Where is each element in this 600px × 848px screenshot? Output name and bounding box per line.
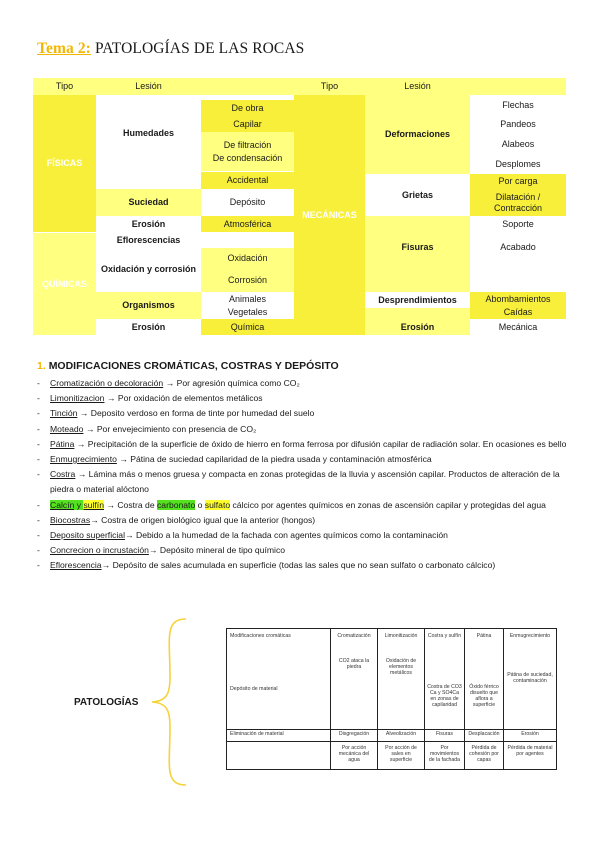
cell-vegetales: Vegetales (227, 306, 268, 317)
mini-cell: Disgregación (338, 731, 370, 737)
term: Concrecion o incrustación (50, 545, 149, 556)
pathology-table (33, 78, 566, 335)
lesion-erosion-quimica: Erosión (131, 321, 166, 332)
term-calcin: Calcín (50, 499, 75, 510)
list-dash: - (37, 393, 40, 404)
mini-cell: Por acción mecánica del agua (338, 745, 370, 763)
definition: → Debido a la humedad de la fachada con agentes químicos como la contaminación (125, 530, 448, 541)
term: Enmugrecimiento (50, 454, 117, 465)
cell-soporte: Soporte (502, 219, 534, 230)
header-tipo: Tipo (33, 78, 96, 95)
lesion-organismos: Organismos (96, 292, 201, 319)
mini-cell: Modificaciones cromáticas (230, 633, 291, 639)
definition: → Pátina de suciedad capilaridad de la piedra usada y contaminación atmosférica (116, 454, 432, 465)
term: Cromatización o decoloración (50, 378, 164, 388)
cell-por-carga: Por carga (470, 174, 566, 189)
lesion-erosion-mecanica: Erosión (365, 319, 470, 335)
type-mecanicas: MECÁNICAS (294, 95, 365, 335)
definition: → Deposito verdoso en forma de tinte por humedad del suelo (77, 408, 315, 419)
lesion-eflorescencias: Eflorescencias (116, 234, 181, 245)
mini-hline (227, 729, 556, 730)
mini-cell: Costra y sulfín (427, 633, 462, 639)
term: Eflorescencia (50, 560, 102, 571)
term: Pátina (50, 438, 75, 449)
type-fisicas: FÍSICAS (33, 95, 96, 232)
list-item (37, 513, 569, 528)
title-number: Tema 2: (37, 40, 91, 57)
grietas-blank (365, 216, 470, 233)
mini-cell: Erosión (521, 731, 539, 737)
definition: → Depósito de sales acumulada en superficie (todas las sales que no sean sulfato o carbonato cálcico) (101, 560, 496, 571)
definition: → Costra de origen biológico igual que la anterior (hongos) (90, 514, 316, 525)
list-dash: - (37, 423, 40, 434)
cell-corrosion: Corrosión (201, 268, 294, 292)
definition-rest: cálcico por agentes químicos en zonas de ascensión capilar y protegidas del agua (230, 499, 546, 510)
mini-cell: Fisuras (435, 731, 453, 737)
cell-oxidacion: Oxidación (201, 248, 294, 268)
summary-mini-table (226, 628, 557, 770)
term: Moteado (50, 423, 84, 434)
list-dash: - (37, 438, 40, 449)
mini-vline (464, 629, 465, 769)
list-item (37, 406, 569, 421)
list-dash: - (37, 545, 40, 556)
term: Limonitizacion (50, 393, 105, 404)
mini-cell: Cromatización (337, 633, 371, 639)
list-item (37, 528, 569, 543)
list-item (37, 376, 569, 391)
mini-cell: Costra de CO3 Ca y SO4Ca en zonas de capilaridad (427, 684, 462, 708)
definitions-list (37, 376, 569, 574)
list-dash: - (37, 454, 40, 465)
mini-cell: Pátina de suciedad, contaminación (507, 672, 553, 684)
cell-quimica: Química (201, 319, 294, 335)
list-item (37, 498, 569, 513)
cell-abombamientos: Abombamientos (470, 292, 566, 306)
definition: → Por agresión química como CO₂ (163, 378, 300, 388)
lesion-oxidacion-corrosion: Oxidación y corrosión (100, 264, 197, 275)
mini-cell: Enmugrecimiento (509, 633, 551, 639)
lesion-erosion-fisica: Erosión (131, 218, 166, 229)
lesion-fisuras: Fisuras (365, 233, 470, 261)
cell-de-obra: De obra (201, 100, 294, 116)
cell-flechas: Flechas (502, 99, 534, 110)
cell-accidental: Accidental (201, 172, 294, 189)
mini-cell: Por acción de sales en superficie (385, 745, 417, 763)
mini-cell: Óxido férrico disuelto que aflora a superficie (469, 684, 499, 708)
cell-eflorescencias-blank (201, 233, 294, 247)
term: Costra (50, 469, 76, 480)
list-item (37, 391, 569, 406)
list-item (37, 452, 569, 467)
cell-deposito: Depósito (229, 197, 266, 208)
header-blank (201, 78, 294, 95)
mini-cell: CO2 ataca la piedra (338, 658, 370, 670)
cell-caidas: Caídas (470, 306, 566, 319)
list-dash: - (37, 378, 40, 388)
mini-hline (227, 741, 556, 742)
deformaciones-list (470, 95, 566, 174)
cell-atmosferica: Atmosférica (201, 216, 294, 232)
highlight-carbonato: carbonato (157, 499, 196, 510)
desprendimientos-blank (365, 308, 470, 319)
mini-cell: Depósito de material (230, 686, 278, 692)
definition: → Precipitación de la superficie de óxido de hierro en forma ferrosa por difusión capilar de radiación solar. En ocasiones es bello (74, 438, 567, 449)
type-quimicas: QUÍMICAS (33, 233, 96, 335)
lesion-desprendimientos: Desprendimientos (378, 294, 457, 305)
cell-animales-vegetales (201, 292, 294, 319)
list-item (37, 437, 569, 452)
mini-cell: Limonitización (384, 633, 418, 639)
definition: → Por envejecimiento con presencia de CO₂ (83, 423, 257, 434)
list-dash: - (37, 530, 40, 541)
cell-de-condensacion: De condensación (212, 153, 283, 163)
header-tipo-2: Tipo (294, 78, 365, 95)
list-dash: - (37, 469, 40, 480)
cell-de-filtracion: De filtración (223, 139, 272, 150)
conjunction: y (74, 499, 84, 510)
term-sulfin: sulfín (83, 499, 104, 510)
list-dash: - (37, 560, 40, 571)
cell-capilar: Capilar (201, 116, 294, 132)
cell-acabado: Acabado (500, 241, 536, 252)
cell-dilatacion: Dilatación / (495, 192, 541, 203)
cell-animales: Animales (228, 294, 266, 305)
term: Biocostras (50, 514, 91, 525)
definition: → Lámina más o menos gruesa y compacta en zonas protegidas de la lluvia y ascensión capilar. Productos de alteración de la piedra o material alóctono (50, 469, 560, 495)
cell-filtracion-condensacion (201, 132, 294, 171)
conjunction: o (195, 499, 205, 510)
highlight-sulfato: sulfato (204, 499, 231, 510)
header-lesion-2: Lesión (365, 78, 470, 95)
section-heading (37, 360, 339, 372)
list-dash: - (37, 408, 40, 419)
header-blank-2 (470, 78, 566, 95)
lesion-humedades: Humedades (122, 127, 175, 138)
mini-cell: Alveolización (385, 731, 417, 737)
curly-brace-icon (148, 617, 188, 787)
title-text: PATOLOGÍAS DE LAS ROCAS (94, 40, 305, 57)
lesion-suciedad: Suciedad (96, 189, 201, 216)
mini-vline (424, 629, 425, 769)
mini-cell: Pátina (476, 633, 492, 639)
section-number: 1. (37, 360, 46, 372)
cell-desplomes: Desplomes (495, 158, 541, 169)
list-item (37, 543, 569, 558)
mini-cell: Pérdida de material por agentes (507, 745, 553, 757)
definition: → Por oxidación de elementos metálicos (104, 393, 263, 404)
mini-vline (330, 629, 331, 769)
lesion-grietas: Grietas (401, 189, 434, 200)
term: Tinción (50, 408, 78, 419)
mini-vline (377, 629, 378, 769)
patologias-label: PATOLOGÍAS (74, 697, 139, 708)
header-lesion: Lesión (96, 78, 201, 95)
list-dash: - (37, 499, 40, 510)
fisuras-blank (365, 261, 470, 292)
definition: → Depósito mineral de tipo químico (148, 545, 286, 556)
cell-dilatacion-contraccion (470, 189, 566, 216)
term: Deposito superficial (50, 530, 125, 541)
mini-cell: Pérdida de cohesión por capas (469, 745, 499, 763)
list-item (37, 422, 569, 437)
list-dash: - (37, 514, 40, 525)
cell-mecanica: Mecánica (498, 321, 538, 332)
cell-contraccion: Contracción (493, 202, 543, 213)
mini-cell: Por movimientos de la fachada (428, 745, 461, 763)
mini-cell: Desplacación (468, 731, 500, 737)
lesion-deformaciones: Deformaciones (365, 95, 470, 174)
mini-cell: Oxidación de elementos metálicos (385, 658, 417, 676)
section-title: MODIFICACIONES CROMÁTICAS, COSTRAS Y DEPÓSITO (48, 360, 339, 372)
list-item (37, 467, 569, 497)
list-item (37, 558, 569, 573)
page-title (37, 40, 304, 58)
cell-alabeos: Alabeos (501, 139, 535, 150)
mini-cell: Eliminación de material (230, 731, 284, 737)
definition: → Costra de (103, 499, 157, 510)
cell-pandeos: Pandeos (500, 119, 536, 130)
mini-vline (503, 629, 504, 769)
